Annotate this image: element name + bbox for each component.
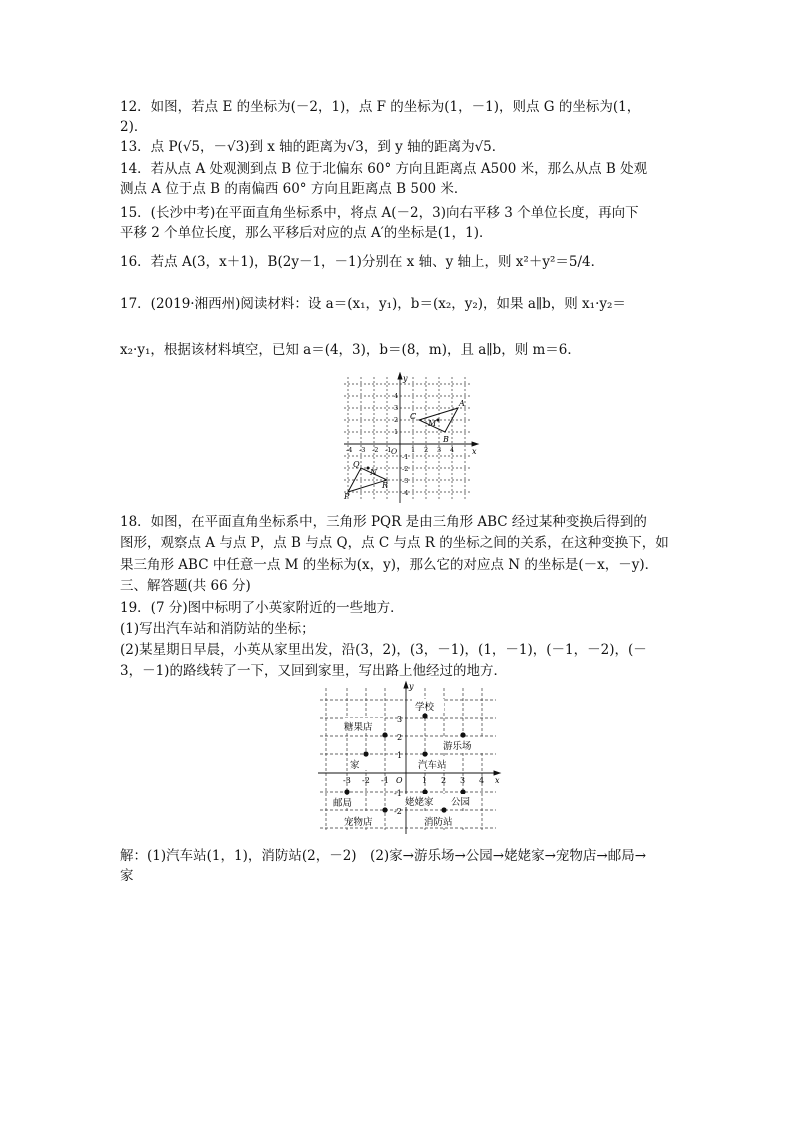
question-13: 13．点 P(√5，－√3)到 x 轴的距离为√3，到 y 轴的距离为√5． [120,139,506,155]
place-home [363,751,368,756]
fig1-origin: O [391,447,398,456]
question-17-cont: x₂·y₁，根据该材料填空，已知 a＝(4，3)，b＝(8，m)，且 a∥b，则 m＝6． [120,342,581,358]
label-p: P [344,492,350,501]
fig2-x-label: x [495,776,500,785]
label-b: B [443,435,449,444]
label-candy-shop: 糖果店 [344,722,373,733]
label-pet-shop: 宠物店 [344,817,373,828]
question-19-part2: (2)某星期日早晨，小英从家里出发，沿(3，2)，(3，－1)，(1，－1)，(－1，－2)，(－ [120,642,647,658]
fig1-tick: -4 [346,446,353,454]
answer-line: 解：(1)汽车站(1，1)，消防站(2，－2) (2)家→游乐场→公园→姥姥家→宠物店→邮局→ [120,848,647,864]
label-school: 学校 [415,702,435,713]
question-19: 19．(7 分)图中标明了小英家附近的一些地方． [120,600,404,616]
answer [120,846,676,886]
fig1-tick: 1 [394,428,399,436]
label-r: R [382,481,389,490]
place-pet-shop [382,807,387,812]
fig2-y-label: y [409,682,414,691]
fig1-x-label: x [472,447,477,456]
fig1-tick: 3 [437,446,442,454]
place-park [460,789,465,794]
place-post-office [344,789,349,794]
question-12: 12．如图，若点 E 的坐标为(－2，1)，点 F 的坐标为(1，－1)，则点 G 的坐标为(1， [120,99,641,115]
fig1-tick: 3 [394,404,399,412]
question-12-cont: 2)． [120,119,148,135]
fig2-tick: -2 [362,776,370,785]
section-heading: 三、解答题(共 66 分) [120,578,251,594]
place-amusement-park [460,732,465,737]
fig2-tick: 2 [397,733,403,742]
label-n: N [370,468,377,477]
label-c: C [410,412,417,421]
fig2-tick: 2 [441,776,447,785]
question-15: 15．(长沙中考)在平面直角坐标系中，将点 A(－2，3)向右平移 3 个单位长度，再向下 [120,205,639,221]
figure-map [314,680,506,836]
fig1-tick: -2 [372,446,379,454]
fig2-tick: -1 [381,776,389,785]
label-q: Q [353,460,360,469]
fig2-tick: 1 [397,751,403,760]
place-fire-station [441,807,446,812]
fig2-tick: 3 [460,776,466,785]
fig2-tick: -1 [394,789,402,798]
answer-line-cont: 家 [120,868,134,884]
fig1-tick: -3 [402,477,409,485]
fig2-tick: 4 [479,776,485,785]
place-school [422,713,427,718]
label-fire-station: 消防站 [424,817,453,828]
place-grandma-home [422,789,427,794]
fig1-tick: 4 [450,446,455,454]
fig1-tick: 1 [411,446,416,454]
question-18-cont2: 果三角形 ABC 中任意一点 M 的坐标为(x，y)，那么它的对应点 N 的坐标是(－x，－y)． [120,557,659,573]
fig2-tick: 3 [397,715,403,724]
fig1-tick: -1 [402,453,409,461]
figure-triangles [342,372,488,506]
fig1-tick: -4 [402,489,409,497]
label-amusement-park: 游乐场 [443,741,472,752]
label-home: 家 [350,760,360,771]
label-m: M [428,419,437,428]
label-grandma-home: 姥姥家 [405,797,434,808]
fig1-tick: 2 [394,416,399,424]
place-candy-shop [382,732,387,737]
fig2-origin: O [396,776,403,785]
label-a: A [459,399,465,408]
question-14: 14．若从点 A 处观测到点 B 位于北偏东 60° 方向且距离点 A500 米，那么从点 B 处观 [120,161,648,177]
question-16: 16．若点 A(3，x＋1)，B(2y－1，－1)分别在 x 轴、y 轴上，则 x²＋y²＝5/4． [120,254,605,270]
fig2-tick: -2 [394,807,402,816]
point-m [437,419,440,422]
fig1-tick: -3 [359,446,366,454]
question-18-cont: 图形，观察点 A 与点 P，点 B 与点 Q，点 C 与点 R 的坐标之间的关系，在这种变换下，如 [120,535,669,551]
question-18: 18．如图，在平面直角坐标系中，三角形 PQR 是由三角形 ABC 经过某种变换后得到的 [120,514,647,530]
fig1-tick: 2 [424,446,429,454]
fig2-tick: -3 [343,776,351,785]
question-15-cont: 平移 2 个单位长度，那么平移后对应的点 A′的坐标是(1，1)． [120,225,493,241]
label-post-office: 邮局 [333,798,353,809]
question-14-cont: 测点 A 位于点 B 的南偏西 60° 方向且距离点 B 500 米． [120,181,468,197]
question-19-part1: (1)写出汽车站和消防站的坐标； [120,621,315,637]
fig1-tick: 4 [394,392,399,400]
label-park: 公园 [451,797,471,808]
fig2-tick: 1 [422,776,428,785]
fig1-tick: -1 [385,446,392,454]
fig1-tick: -2 [402,465,409,473]
label-bus-station: 汽车站 [418,760,447,771]
place-bus-station [422,751,427,756]
fig1-y-label: y [403,374,408,383]
question-19-part2-cont: 3，－1)的路线转了一下，又回到家里，写出路上他经过的地方． [120,663,507,679]
question-17: 17．(2019·湘西州)阅读材料：设 a＝(x₁，y₁)，b＝(x₂，y₂)，如果 a∥b，则 x₁·y₂＝ [120,296,626,312]
